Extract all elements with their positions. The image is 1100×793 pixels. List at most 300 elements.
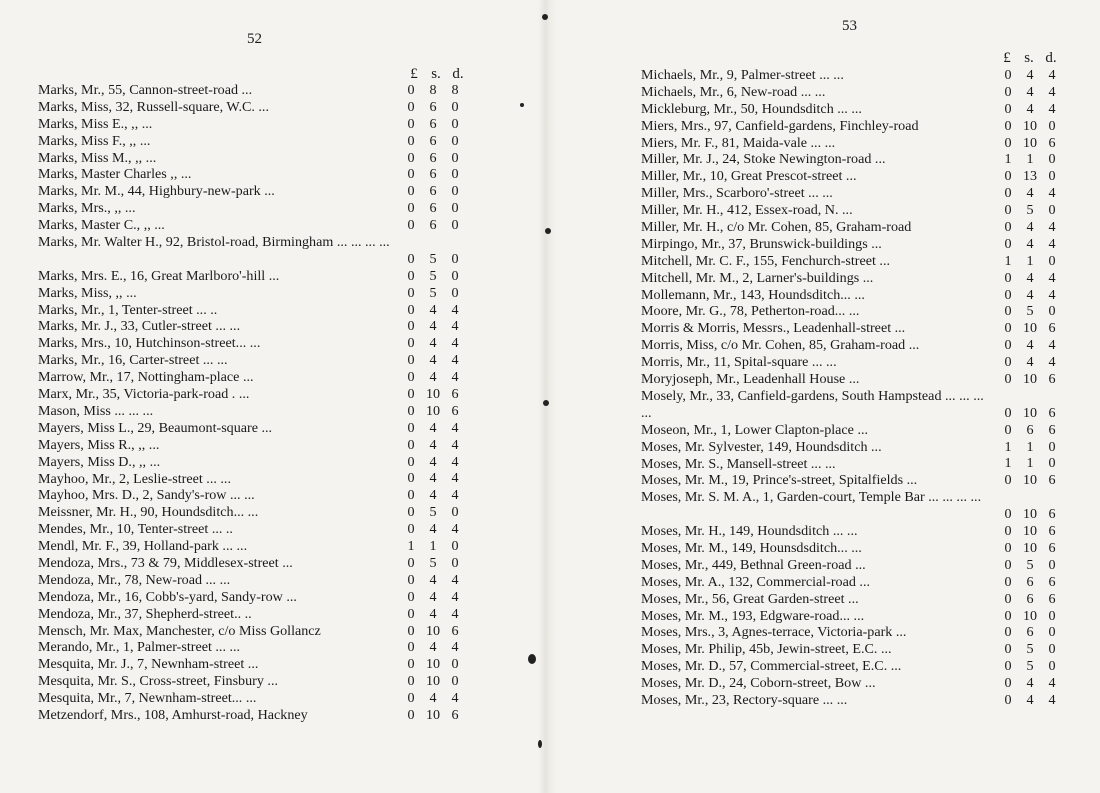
pence-header: d. <box>1045 50 1057 66</box>
subscriber-name: Moses, Mr. H., 149, Houndsditch ... ... <box>641 523 858 540</box>
list-item <box>38 116 466 133</box>
subscriber-name: Miers, Mrs., 97, Canfield-gardens, Finchley-road <box>641 117 919 134</box>
pounds-value: 1 <box>1004 151 1012 168</box>
pence-value: 4 <box>451 436 459 453</box>
shillings-value: 6 <box>1026 624 1034 641</box>
pounds-header: £ <box>1003 50 1011 66</box>
pence-value: 0 <box>1048 252 1056 269</box>
pence-value: 0 <box>1048 658 1056 675</box>
list-item <box>38 234 466 268</box>
subscription-amount <box>997 151 1063 168</box>
subscriber-name: Mollemann, Mr., 143, Houndsditch... ... <box>641 286 865 303</box>
subscription-amount <box>997 540 1063 557</box>
pounds-value: 0 <box>407 419 415 436</box>
pounds-value: 0 <box>1004 134 1012 151</box>
shillings-value: 6 <box>1026 573 1034 590</box>
list-item <box>641 422 1063 439</box>
pence-value: 6 <box>451 402 459 419</box>
list-item <box>38 454 466 471</box>
ink-speck <box>542 14 548 20</box>
pounds-value: 0 <box>1004 404 1012 421</box>
subscription-amount <box>400 150 466 167</box>
subscription-amount <box>997 405 1063 422</box>
subscriber-name: Moses, Mr. S., Mansell-street ... ... <box>641 455 836 472</box>
pence-value: 4 <box>1048 269 1056 286</box>
pounds-value: 0 <box>407 352 415 369</box>
shillings-value: 4 <box>429 318 437 335</box>
pence-value: 0 <box>451 149 459 166</box>
pence-value: 0 <box>1048 168 1056 185</box>
shillings-value: 6 <box>429 217 437 234</box>
subscriber-name: Mayers, Miss D., ,, ... <box>38 453 161 470</box>
shillings-value: 10 <box>1022 134 1038 151</box>
pounds-value: 0 <box>1004 354 1012 371</box>
subscription-amount <box>400 251 466 268</box>
shillings-value: 4 <box>1026 83 1034 100</box>
subscription-amount <box>400 82 466 99</box>
subscriber-name: Mayhoo, Mr., 2, Leslie-street ... ... <box>38 470 231 487</box>
list-item <box>641 67 1063 84</box>
shillings-value: 10 <box>1022 506 1038 523</box>
subscription-amount <box>400 420 466 437</box>
page-number: 53 <box>842 18 857 34</box>
subscription-amount <box>400 589 466 606</box>
shillings-value: 4 <box>429 588 437 605</box>
pence-value: 4 <box>1048 100 1056 117</box>
pence-value: 4 <box>451 690 459 707</box>
pence-value: 6 <box>1048 590 1056 607</box>
pounds-value: 0 <box>407 335 415 352</box>
shillings-value: 4 <box>429 352 437 369</box>
pence-value: 0 <box>1048 624 1056 641</box>
shillings-value: 4 <box>429 605 437 622</box>
subscription-amount <box>400 200 466 217</box>
list-item <box>38 471 466 488</box>
subscriber-name: Marks, Mr., 55, Cannon-street-road ... <box>38 82 253 98</box>
pounds-value: 0 <box>1004 641 1012 658</box>
list-item <box>38 403 466 420</box>
shillings-value: 1 <box>1026 438 1034 455</box>
subscription-amount <box>997 168 1063 185</box>
subscription-amount <box>997 337 1063 354</box>
list-item <box>641 439 1063 456</box>
shillings-value: 4 <box>1026 235 1034 252</box>
subscription-amount <box>400 504 466 521</box>
subscriber-name: Meissner, Mr. H., 90, Houndsditch... ... <box>38 504 259 521</box>
subscriber-name: Mendoza, Mr., 37, Shepherd-street.. .. <box>38 605 252 622</box>
subscription-amount <box>997 354 1063 371</box>
pounds-value: 0 <box>1004 421 1012 438</box>
subscription-amount <box>400 369 466 386</box>
subscriber-name: Mitchell, Mr. C. F., 155, Fenchurch-street ... <box>641 252 891 269</box>
shillings-value: 6 <box>429 166 437 183</box>
subscription-amount <box>997 67 1063 84</box>
shillings-value: 10 <box>1022 404 1038 421</box>
subscription-amount <box>997 658 1063 675</box>
list-item <box>38 150 466 167</box>
subscription-amount <box>997 270 1063 287</box>
shillings-value: 10 <box>425 673 441 690</box>
list-item <box>641 692 1063 709</box>
list-item <box>38 707 466 724</box>
subscription-amount <box>400 133 466 150</box>
pence-value: 0 <box>451 98 459 115</box>
list-item <box>38 521 466 538</box>
list-item <box>38 200 466 217</box>
subscriber-name: Moses, Mr., 56, Great Garden-street ... <box>641 590 859 607</box>
pence-value: 4 <box>1048 354 1056 371</box>
subscription-amount <box>400 403 466 420</box>
subscription-amount <box>400 386 466 403</box>
list-item <box>641 354 1063 371</box>
subscription-amount <box>997 371 1063 388</box>
subscription-amount <box>400 183 466 200</box>
pence-value: 4 <box>1048 675 1056 692</box>
shillings-value: 10 <box>425 656 441 673</box>
pence-value: 0 <box>451 217 459 234</box>
subscriber-name: Marrow, Mr., 17, Nottingham-place ... <box>38 369 254 386</box>
pence-value: 4 <box>451 487 459 504</box>
subscriber-name: Moses, Mr., 449, Bethnal Green-road ... <box>641 556 866 573</box>
subscriber-name: Moore, Mr. G., 78, Petherton-road... ... <box>641 303 860 320</box>
subscription-amount <box>997 253 1063 270</box>
pounds-value: 0 <box>1004 219 1012 235</box>
pence-value: 4 <box>1048 185 1056 202</box>
pence-value: 6 <box>1048 134 1056 151</box>
pence-value: 6 <box>451 386 459 403</box>
pounds-value: 0 <box>407 436 415 453</box>
subscription-amount <box>400 318 466 335</box>
pounds-value: 0 <box>407 622 415 639</box>
subscription-amount <box>400 639 466 656</box>
list-item <box>38 420 466 437</box>
subscriber-name: Marks, Mr., 16, Carter-street ... ... <box>38 352 228 369</box>
subscription-amount <box>400 538 466 555</box>
list-item <box>38 504 466 521</box>
subscription-amount <box>997 236 1063 253</box>
list-item <box>641 287 1063 304</box>
pounds-value: 0 <box>407 183 415 200</box>
pounds-value: 0 <box>1004 556 1012 573</box>
pounds-value: 1 <box>1004 438 1012 455</box>
shillings-header: s. <box>431 66 441 82</box>
pounds-value: 0 <box>407 115 415 132</box>
pence-value: 4 <box>451 419 459 436</box>
list-item <box>38 335 466 352</box>
pounds-value: 0 <box>1004 573 1012 590</box>
subscription-amount <box>997 506 1063 523</box>
page-number: 52 <box>247 31 262 47</box>
subscriber-name: Mitchell, Mr. M., 2, Larner's-buildings ... <box>641 269 874 286</box>
subscription-amount <box>400 470 466 487</box>
list-item <box>38 166 466 183</box>
subscription-amount <box>997 455 1063 472</box>
subscription-amount <box>400 302 466 319</box>
subscription-amount <box>997 591 1063 608</box>
subscription-amount <box>400 454 466 471</box>
shillings-value: 5 <box>429 250 437 267</box>
amount-header <box>996 50 1062 67</box>
subscriber-name: Marks, Miss F., ,, ... <box>38 132 151 149</box>
subscription-amount <box>400 673 466 690</box>
ink-speck <box>520 103 524 107</box>
pence-value: 6 <box>451 706 459 723</box>
shillings-value: 4 <box>429 369 437 386</box>
pence-value: 0 <box>451 115 459 132</box>
subscription-amount <box>997 422 1063 439</box>
subscriber-name: Moses, Mrs., 3, Agnes-terrace, Victoria-park ... <box>641 624 907 641</box>
shillings-value: 10 <box>1022 117 1038 134</box>
pence-value: 0 <box>451 183 459 200</box>
subscriber-name: Moryjoseph, Mr., Leadenhall House ... <box>641 371 860 388</box>
pounds-value: 0 <box>1004 235 1012 252</box>
pence-value: 4 <box>451 521 459 538</box>
list-item <box>641 303 1063 320</box>
subscription-amount <box>400 656 466 673</box>
subscriber-name: Mesquita, Mr. J., 7, Newnham-street ... <box>38 656 259 673</box>
shillings-value: 5 <box>1026 658 1034 675</box>
shillings-value: 1 <box>1026 151 1034 168</box>
subscription-amount <box>400 285 466 302</box>
pounds-value: 0 <box>407 250 415 267</box>
shillings-value: 4 <box>429 301 437 318</box>
subscriber-name: Merando, Mr., 1, Palmer-street ... ... <box>38 639 241 656</box>
list-item <box>641 624 1063 641</box>
subscriber-name: Mendl, Mr. F., 39, Holland-park ... ... <box>38 538 248 555</box>
pence-value: 6 <box>1048 320 1056 337</box>
shillings-value: 6 <box>429 149 437 166</box>
subscriber-name: Marks, Mr. J., 33, Cutler-street ... ... <box>38 318 241 335</box>
pence-value: 4 <box>451 352 459 369</box>
subscriber-name: Metzendorf, Mrs., 108, Amhurst-road, Hackney <box>38 706 308 723</box>
shillings-value: 6 <box>1026 421 1034 438</box>
pounds-value: 0 <box>1004 691 1012 708</box>
pence-value: 4 <box>451 571 459 588</box>
pence-value: 0 <box>1048 438 1056 455</box>
pence-value: 0 <box>451 504 459 521</box>
list-item <box>641 608 1063 625</box>
pence-value: 4 <box>451 453 459 470</box>
book-gutter <box>538 0 556 793</box>
pence-value: 0 <box>451 284 459 301</box>
shillings-value: 4 <box>429 470 437 487</box>
subscriber-list <box>641 67 1063 709</box>
list-item <box>38 639 466 656</box>
pounds-value: 0 <box>407 149 415 166</box>
pence-value: 6 <box>1048 472 1056 489</box>
ink-speck <box>528 654 536 664</box>
subscriber-name: Miller, Mr., 10, Great Prescot-street ... <box>641 168 857 185</box>
subscription-amount <box>997 608 1063 625</box>
pence-value: 0 <box>451 656 459 673</box>
shillings-value: 10 <box>1022 539 1038 556</box>
pounds-value: 0 <box>1004 269 1012 286</box>
pounds-value: 0 <box>407 132 415 149</box>
pence-value: 4 <box>1048 235 1056 252</box>
subscription-amount <box>400 707 466 724</box>
pence-value: 0 <box>451 250 459 267</box>
subscription-amount <box>997 624 1063 641</box>
subscription-amount <box>997 135 1063 152</box>
list-item <box>38 386 466 403</box>
pence-value: 0 <box>1048 151 1056 168</box>
subscriber-name: Moses, Mr. Sylvester, 149, Houndsditch ... <box>641 438 882 455</box>
list-item <box>38 606 466 623</box>
pounds-value: 0 <box>1004 337 1012 354</box>
subscriber-name: Mickleburg, Mr., 50, Houndsditch ... ... <box>641 100 862 117</box>
shillings-value: 4 <box>429 521 437 538</box>
pence-value: 0 <box>1048 607 1056 624</box>
shillings-value: 4 <box>1026 286 1034 303</box>
pence-value: 4 <box>451 588 459 605</box>
pounds-value: 0 <box>1004 539 1012 556</box>
subscriber-name: Miller, Mr. H., 412, Essex-road, N. ... <box>641 202 853 219</box>
subscriber-name: Miller, Mr. J., 24, Stoke Newington-road ... <box>641 151 886 168</box>
subscriber-name: Marks, Master C., ,, ... <box>38 217 165 234</box>
shillings-value: 6 <box>429 98 437 115</box>
list-item <box>641 84 1063 101</box>
shillings-value: 1 <box>1026 252 1034 269</box>
pounds-value: 0 <box>407 504 415 521</box>
shillings-value: 4 <box>1026 185 1034 202</box>
subscriber-name: Moseon, Mr., 1, Lower Clapton-place ... <box>641 421 869 438</box>
subscription-amount <box>997 219 1063 236</box>
ink-speck <box>545 228 551 234</box>
subscriber-name: Mayhoo, Mrs. D., 2, Sandy's-row ... ... <box>38 487 255 504</box>
list-item <box>38 285 466 302</box>
pounds-value: 0 <box>407 386 415 403</box>
pence-value: 4 <box>451 301 459 318</box>
subscription-amount <box>400 99 466 116</box>
pounds-value: 0 <box>407 470 415 487</box>
subscriber-list <box>38 82 466 724</box>
pence-value: 4 <box>1048 66 1056 83</box>
pounds-value: 0 <box>407 301 415 318</box>
shillings-value: 4 <box>1026 269 1034 286</box>
pounds-value: 0 <box>1004 658 1012 675</box>
pence-value: 0 <box>1048 455 1056 472</box>
subscriber-name: Marks, Mr. M., 44, Highbury-new-park ... <box>38 183 275 200</box>
pounds-value: 0 <box>407 605 415 622</box>
subscription-amount <box>997 557 1063 574</box>
pounds-value: 0 <box>1004 675 1012 692</box>
list-item <box>38 318 466 335</box>
pounds-value: 0 <box>407 267 415 284</box>
pence-value: 6 <box>451 622 459 639</box>
pence-value: 0 <box>451 554 459 571</box>
subscriber-name: Moses, Mr. Philip, 45b, Jewin-street, E.C. ... <box>641 641 892 658</box>
pounds-value: 0 <box>1004 320 1012 337</box>
shillings-value: 8 <box>429 81 437 98</box>
subscriber-name: Marks, Miss, 32, Russell-square, W.C. ... <box>38 98 269 115</box>
pounds-value: 0 <box>407 554 415 571</box>
shillings-value: 4 <box>429 453 437 470</box>
shillings-value: 10 <box>1022 371 1038 388</box>
pounds-value: 1 <box>1004 252 1012 269</box>
shillings-value: 10 <box>1022 472 1038 489</box>
list-item <box>641 371 1063 388</box>
subscription-amount <box>400 268 466 285</box>
subscription-amount <box>400 572 466 589</box>
subscriber-name: Michaels, Mr., 9, Palmer-street ... ... <box>641 67 844 83</box>
list-item <box>38 302 466 319</box>
pence-value: 0 <box>451 267 459 284</box>
pence-value: 0 <box>1048 117 1056 134</box>
pounds-value: 1 <box>1004 455 1012 472</box>
subscriber-name: Moses, Mr. M., 149, Hounsdsditch... ... <box>641 539 862 556</box>
subscriber-name: Marks, Mrs., ,, ... <box>38 200 136 217</box>
subscriber-name: Marks, Mr., 1, Tenter-street ... .. <box>38 301 218 318</box>
right-page <box>560 0 1100 793</box>
pounds-value: 0 <box>407 200 415 217</box>
subscriber-name: Moses, Mr. M., 19, Prince's-street, Spitalfields ... <box>641 472 918 489</box>
pounds-value: 0 <box>1004 506 1012 523</box>
shillings-value: 4 <box>1026 691 1034 708</box>
pence-value: 0 <box>451 200 459 217</box>
subscription-amount <box>400 352 466 369</box>
subscription-amount <box>400 555 466 572</box>
pounds-value: 0 <box>407 453 415 470</box>
subscriber-name: Mayers, Miss R., ,, ... <box>38 436 160 453</box>
pence-value: 4 <box>1048 337 1056 354</box>
pence-value: 4 <box>1048 286 1056 303</box>
list-item <box>38 487 466 504</box>
shillings-value: 5 <box>1026 641 1034 658</box>
shillings-value: 4 <box>1026 219 1034 235</box>
pence-value: 6 <box>1048 539 1056 556</box>
pence-value: 6 <box>1048 506 1056 523</box>
subscriber-name: Mesquita, Mr., 7, Newnham-street... ... <box>38 690 257 707</box>
shillings-value: 10 <box>425 706 441 723</box>
shillings-value: 10 <box>425 386 441 403</box>
pounds-value: 0 <box>407 639 415 656</box>
list-item <box>38 352 466 369</box>
subscriber-name: Mendes, Mr., 10, Tenter-street ... .. <box>38 521 233 538</box>
subscriber-name: Mendoza, Mr., 16, Cobb's-yard, Sandy-row ... <box>38 588 297 605</box>
subscription-amount <box>400 116 466 133</box>
list-item <box>38 82 466 99</box>
pounds-value: 0 <box>407 588 415 605</box>
shillings-value: 4 <box>429 639 437 656</box>
shillings-value: 4 <box>1026 354 1034 371</box>
pence-value: 4 <box>451 470 459 487</box>
subscriber-name: Mendoza, Mr., 78, New-road ... ... <box>38 571 231 588</box>
pence-value: 4 <box>451 335 459 352</box>
subscription-amount <box>997 523 1063 540</box>
subscriber-name: Miller, Mr. H., c/o Mr. Cohen, 85, Graham-road <box>641 219 912 236</box>
subscriber-name: Mayers, Miss L., 29, Beaumont-square ... <box>38 419 273 436</box>
list-item <box>38 133 466 150</box>
pounds-value: 0 <box>407 521 415 538</box>
pounds-value: 0 <box>407 706 415 723</box>
list-item <box>641 118 1063 135</box>
pounds-value: 0 <box>407 217 415 234</box>
subscriber-name: Morris, Miss, c/o Mr. Cohen, 85, Graham-road ... <box>641 337 920 354</box>
shillings-value: 4 <box>429 571 437 588</box>
list-item <box>38 572 466 589</box>
shillings-value: 6 <box>429 115 437 132</box>
subscription-amount <box>400 437 466 454</box>
list-item <box>641 320 1063 337</box>
pounds-value: 0 <box>1004 185 1012 202</box>
subscriber-name: Moses, Mr., 23, Rectory-square ... ... <box>641 691 848 708</box>
subscriber-name: Mosely, Mr., 33, Canfield-gardens, South Hampstead ... ... ... ... <box>641 387 984 421</box>
list-item <box>38 538 466 555</box>
list-item <box>38 369 466 386</box>
subscription-amount <box>997 320 1063 337</box>
list-item <box>38 217 466 234</box>
pounds-value: 0 <box>1004 117 1012 134</box>
